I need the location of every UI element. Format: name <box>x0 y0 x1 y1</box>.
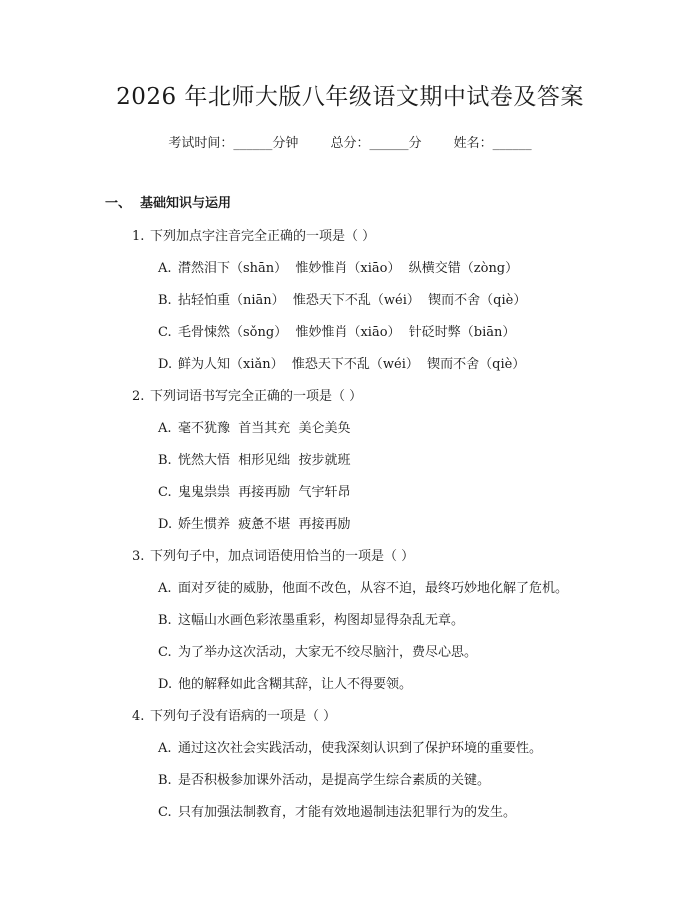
question-option <box>158 289 526 308</box>
question-option <box>158 321 515 340</box>
option-label: B. <box>158 773 172 788</box>
option-text: 拈轻怕重（niān） 惟恐天下不乱（wéi） 锲而不舍（qiè） <box>178 293 527 308</box>
option-label: B. <box>158 613 172 628</box>
option-label: A. <box>158 261 172 276</box>
question-text: 下列句子没有语病的一项是（ ） <box>150 709 337 724</box>
option-text: 娇生惯养 疲惫不堪 再接再励 <box>178 517 351 532</box>
option-text: 是否积极参加课外活动，是提高学生综合素质的关键。 <box>178 773 491 788</box>
question-number: 1. <box>132 229 145 244</box>
option-label: A. <box>158 581 172 596</box>
question-text: 下列加点字注音完全正确的一项是（ ） <box>150 229 376 244</box>
question-number: 3. <box>132 549 145 564</box>
option-text: 潸然泪下（shān） 惟妙惟肖（xiāo） 纵横交错（zòng） <box>178 261 519 276</box>
option-label: A. <box>158 741 172 756</box>
option-text: 面对歹徒的威胁，他面不改色，从容不迫，最终巧妙地化解了危机。 <box>178 581 569 596</box>
question-text: 下列词语书写完全正确的一项是（ ） <box>150 389 363 404</box>
question-option <box>158 353 525 372</box>
option-text: 他的解释如此含糊其辞，让人不得要领。 <box>178 677 413 692</box>
question-option <box>158 673 412 692</box>
page-title: 2026 年北师大版八年级语文期中试卷及答案 <box>116 84 584 110</box>
total-score-field: 总分：______分 <box>330 136 422 151</box>
option-text: 恍然大悟 相形见绌 按步就班 <box>178 453 351 468</box>
question-option <box>158 801 516 820</box>
question-option <box>158 577 568 596</box>
option-text: 通过这次社会实践活动，使我深刻认识到了保护环境的重要性。 <box>178 741 543 756</box>
exam-time-field: 考试时间：______分钟 <box>168 136 299 151</box>
option-text: 只有加强法制教育，才能有效地遏制违法犯罪行为的发生。 <box>178 805 517 820</box>
section-title: 基础知识与运用 <box>140 196 232 211</box>
option-text: 这幅山水画色彩浓墨重彩，构图却显得杂乱无章。 <box>178 613 465 628</box>
option-label: C. <box>158 805 172 820</box>
option-text: 为了举办这次活动，大家无不绞尽脑汁，费尽心思。 <box>178 645 478 660</box>
question <box>132 705 336 724</box>
option-text: 毫不犹豫 首当其充 美仑美奂 <box>178 421 351 436</box>
option-text: 鲜为人知（xiǎn） 惟恐天下不乱（wéi） 锲而不舍（qiè） <box>178 357 526 372</box>
question-option <box>158 641 477 660</box>
question-option <box>158 769 490 788</box>
option-label: C. <box>158 325 172 340</box>
option-label: D. <box>158 357 173 372</box>
question-option <box>158 417 351 436</box>
student-name-field: 姓名：______ <box>453 136 532 151</box>
question <box>132 385 362 404</box>
question-option <box>158 257 518 276</box>
question-option <box>158 737 542 756</box>
section-number: 一、 <box>105 196 132 211</box>
section-heading <box>105 192 231 211</box>
question <box>132 225 375 244</box>
question-number: 4. <box>132 709 145 724</box>
option-label: A. <box>158 421 172 436</box>
option-label: C. <box>158 485 172 500</box>
exam-meta <box>0 132 700 151</box>
question-option <box>158 513 351 532</box>
option-text: 毛骨悚然（sǒng） 惟妙惟肖（xiāo） 针砭时弊（biān） <box>178 325 516 340</box>
option-label: D. <box>158 677 173 692</box>
option-text: 鬼鬼祟祟 再接再励 气宇轩昂 <box>178 485 351 500</box>
question-option <box>158 609 464 628</box>
question-number: 2. <box>132 389 145 404</box>
question-text: 下列句子中，加点词语使用恰当的一项是（ ） <box>150 549 415 564</box>
question <box>132 545 414 564</box>
option-label: B. <box>158 453 172 468</box>
question-option <box>158 449 351 468</box>
option-label: C. <box>158 645 172 660</box>
option-label: B. <box>158 293 172 308</box>
question-option <box>158 481 351 500</box>
option-label: D. <box>158 517 173 532</box>
